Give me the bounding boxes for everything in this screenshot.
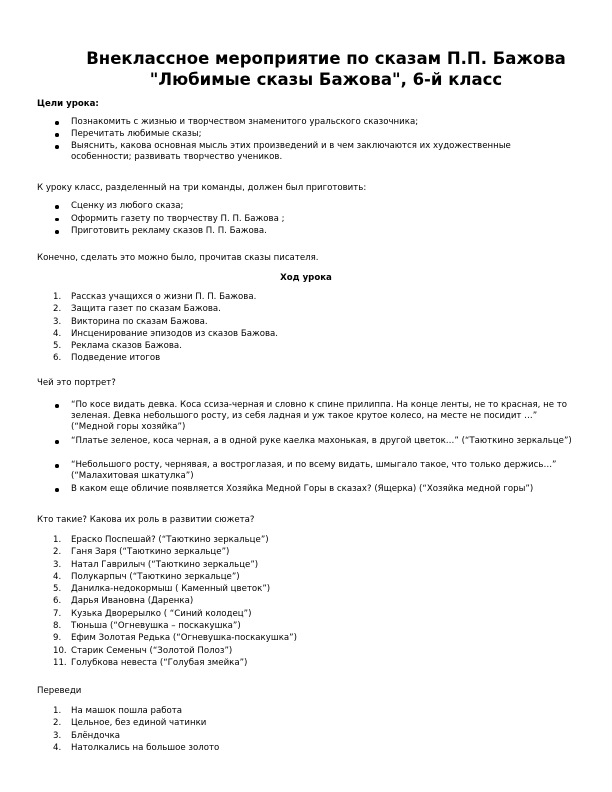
list-item: 3. Натал Гаврилыч (“Таюткино зеркальце”): [53, 559, 259, 570]
list-item: 8. Тюньша (“Огневушка – поскакушка”): [53, 621, 241, 632]
goals-heading: Цели урока:: [37, 99, 99, 109]
list-item: 1. Ераско Поспешай? (“Таюткино зеркальце”): [53, 535, 269, 545]
prep-list: [0, 201, 612, 239]
prep-intro: К уроку класс, разделенный на три команды, должен был приготовить:: [37, 183, 367, 193]
list-item: 10. Старик Семеныч (“Золотой Полоз”): [53, 645, 233, 656]
list-item: 5. Данилка-недокормыш ( Каменный цветок”): [53, 584, 271, 595]
list-item: 2. Ганя Заря (“Таюткино зеркальце”): [53, 547, 230, 558]
list-item: 1. На машок пошла работа: [53, 706, 183, 716]
list-item: 4. Полукарпыч (“Таюткино зеркальце”): [53, 571, 240, 582]
list-item: 2. Защита газет по сказам Бажова.: [53, 304, 221, 315]
list-item: В каком еще обличие появляется Хозяйка Медной Горы в сказах? (Ящерка) (“Хозяйка медной горы”): [0, 484, 612, 495]
document-title: [40, 48, 612, 90]
list-item: 9. Ефим Золотая Редька (“Огневушка-поскакушка”): [53, 633, 297, 644]
list-item: “Небольшого росту, чернявая, а востроглазая, и по всему видать, шмыгало такое, что только держись…” (“Малахитовая шкатулка”): [0, 460, 612, 484]
goals-list: [0, 117, 612, 163]
list-item: 7. Кузька Дворерылко ( “Синий колодец”): [53, 608, 252, 619]
translate-list: [0, 706, 612, 755]
list-item: Познакомить с жизнью и творчеством знаменитого уральского сказочника;: [0, 117, 612, 129]
list-item: 3. Блёндочка: [53, 730, 121, 741]
list-item: 1. Рассказ учащихся о жизни П. П. Бажова.: [53, 292, 257, 302]
lesson-heading: Ход урока: [280, 273, 332, 283]
list-item: “По косе видать девка. Коса ссиза-черная и словно к спине прилиппа. На конце ленты, не то красная, не то зеленая. Девка небольшого росту, из себя ладная и уж такое крутое колесо, на месте не посидит …” (“Медной горы хозяйка”): [0, 400, 612, 436]
title-line-2: "Любимые сказы Бажова", 6-й класс: [149, 70, 503, 89]
list-item: 4. Натолкались на большое золото: [53, 742, 220, 753]
lesson-list: [0, 292, 612, 366]
prep-note: Конечно, сделать это можно было, прочитав сказы писателя.: [37, 253, 319, 263]
list-item: Оформить газету по творчеству П. П. Бажова ;: [0, 214, 612, 227]
list-item: Перечитать любимые сказы;: [0, 129, 612, 141]
list-item: 3. Викторина по сказам Бажова.: [53, 316, 208, 327]
list-item: Сценку из любого сказа;: [0, 201, 612, 214]
list-item: Приготовить рекламу сказов П. П. Бажова.: [0, 226, 612, 239]
list-item: 5. Реклама сказов Бажова.: [53, 341, 182, 352]
list-item: 2. Цельное, без единой чатинки: [53, 718, 207, 729]
list-item: 6. Дарья Ивановна (Даренка): [53, 596, 194, 607]
list-item: 6. Подведение итогов: [53, 353, 161, 364]
list-item: 4. Инсценирование эпизодов из сказов Бажова.: [53, 328, 279, 339]
list-item: “Платье зеленое, коса черная, а в одной руке каелка махонькая, в другой цветок…” (“Таюткино зеркальце”): [0, 436, 612, 460]
characters-list: [0, 535, 612, 670]
list-item: 11. Голубкова невеста (“Голубая змейка”): [53, 657, 248, 668]
portrait-heading: Чей это портрет?: [37, 378, 116, 388]
translate-heading: Переведи: [37, 686, 82, 696]
characters-heading: Кто такие? Какова их роль в развитии сюжета?: [37, 515, 255, 525]
title-line-1: Внеклассное мероприятие по сказам П.П. Бажова: [86, 49, 566, 68]
list-item: Выяснить, какова основная мысль этих произведений и в чем заключаются их художественные особенности; развивать творчество учеников.: [0, 141, 612, 163]
portrait-list: [0, 400, 612, 495]
